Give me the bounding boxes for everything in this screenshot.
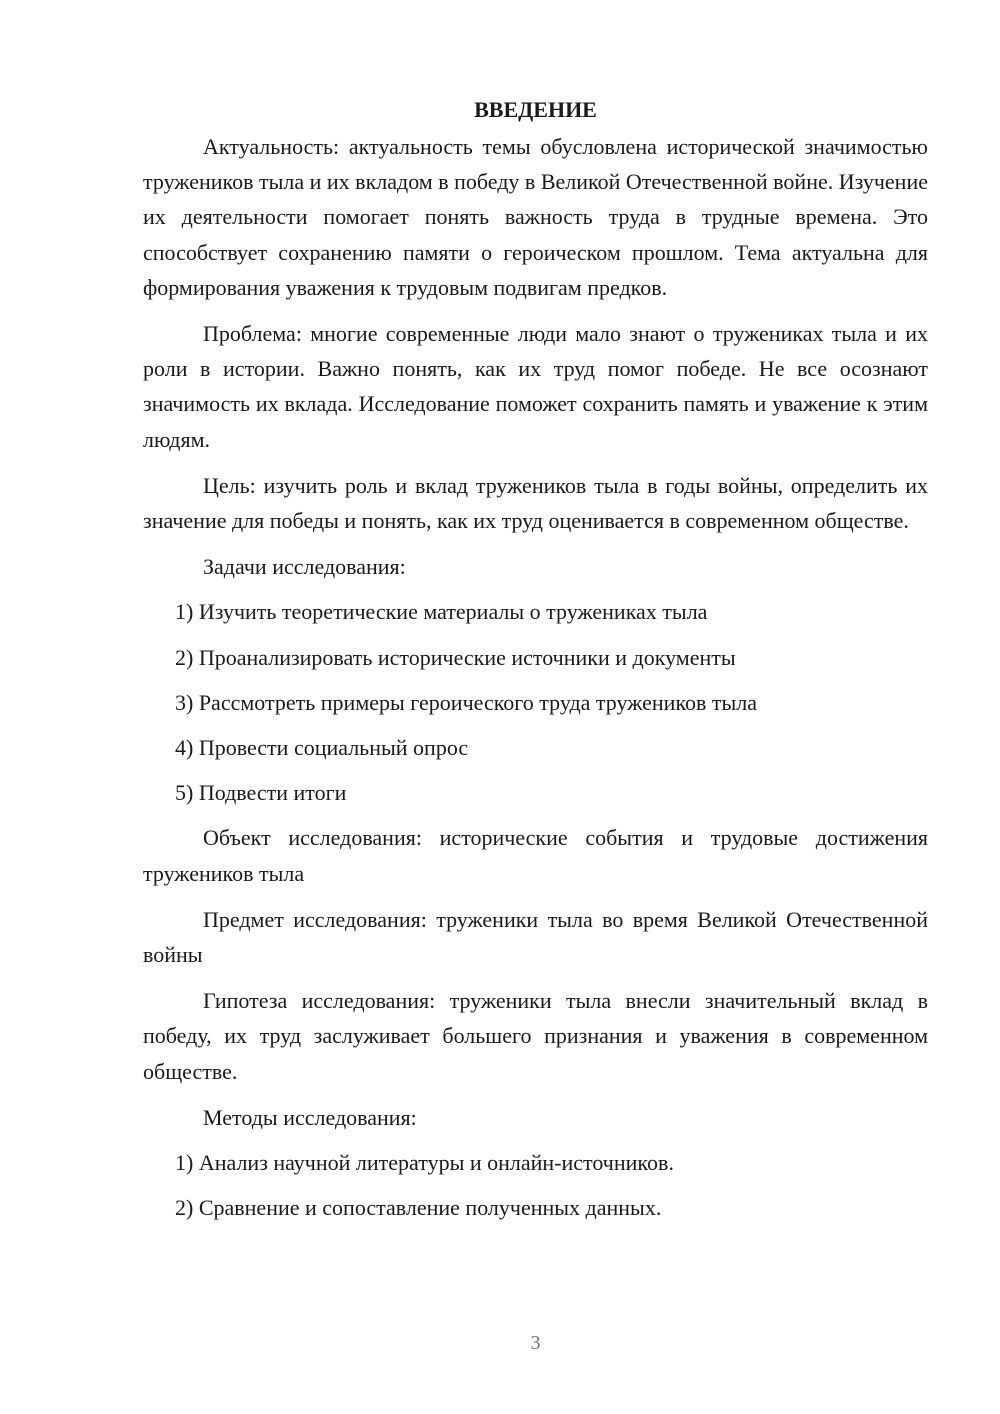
problem-paragraph: Проблема: многие современные люди мало знают о тружениках тыла и их роли в истории. Важно понять, как их труд помог победе. Не все осознают значимость их вклада. Исследование поможет сохранить память и уважение к этим людям.	[143, 321, 928, 452]
hypothesis-paragraph: Гипотеза исследования: труженики тыла внесли значительный вклад в победу, их труд заслуживает большего признания и уважения в современном обществе.	[143, 988, 928, 1084]
section-title: ВВЕДЕНИЕ	[474, 97, 597, 122]
goal-paragraph: Цель: изучить роль и вклад тружеников тыла в годы войны, определить их значение для победы и понять, как их труд оценивается в современном обществе.	[143, 472, 928, 534]
methods-heading: Методы исследования:	[203, 1104, 417, 1130]
method-item: 1) Анализ научной литературы и онлайн-источников.	[175, 1150, 674, 1176]
task-item: 1) Изучить теоретические материалы о тружениках тыла	[175, 599, 708, 625]
task-item: 5) Подвести итоги	[175, 780, 347, 806]
object-paragraph: Объект исследования: исторические события и трудовые достижения тружеников тыла	[143, 825, 928, 886]
page-number: 3	[530, 1332, 541, 1354]
subject-paragraph: Предмет исследования: труженики тыла во время Великой Отечественной войны	[143, 906, 928, 968]
relevance-paragraph: Актуальность: актуальность темы обусловлена исторической значимостью тружеников тыла и их вкладом в победу в Великой Отечественной войне. Изучение их деятельности помогает понять важность труда в трудные времена. Это способствует сохранению памяти о героическом прошлом. Тема актуальна для формирования уважения к трудовым подвигам предков.	[143, 134, 928, 300]
task-item: 4) Провести социальный опрос	[175, 735, 469, 761]
page-content	[143, 92, 928, 1235]
task-item: 3) Рассмотреть примеры героического труда тружеников тыла	[175, 689, 758, 715]
method-item: 2) Сравнение и сопоставление полученных данных.	[175, 1195, 662, 1221]
task-item: 2) Проанализировать исторические источники и документы	[175, 644, 736, 670]
tasks-heading: Задачи исследования:	[203, 554, 406, 580]
